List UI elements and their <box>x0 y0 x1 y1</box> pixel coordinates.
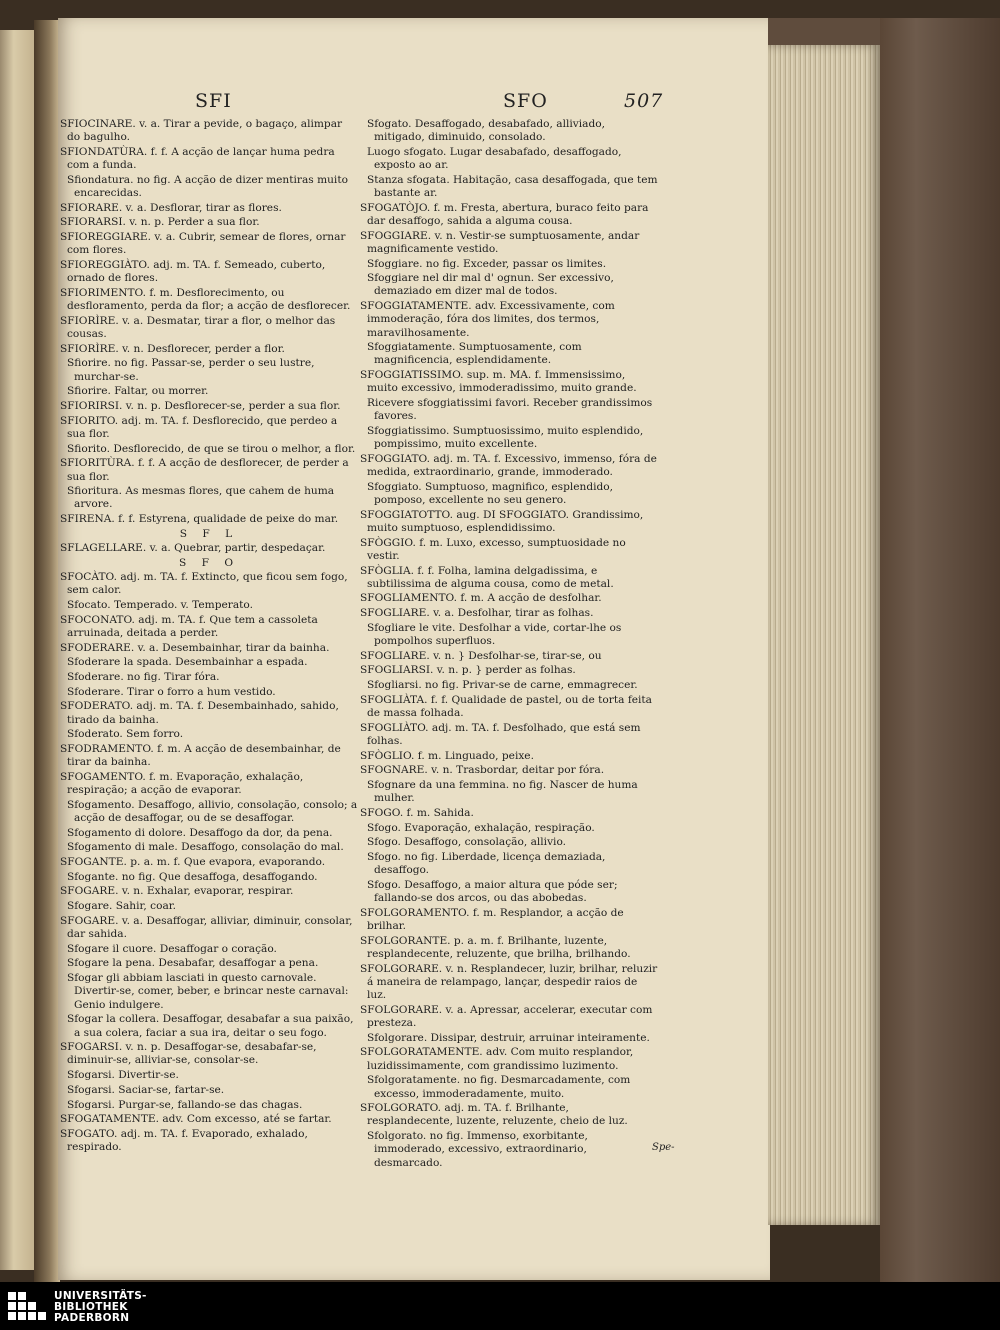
dictionary-entry: SFIRENA. f. f. Estyrena, qualidade de peixe do mar. <box>60 513 339 526</box>
sub-entry: Sfogare. Sahir, coar. <box>67 900 177 913</box>
page-number: 507 <box>624 90 664 112</box>
dictionary-entry: SFOCONATO. adj. m. TA. f. Que tem a cassoleta arruinada, deitada a perder. <box>60 613 318 639</box>
sub-entry: Sfogamento. Desaffogo, allivio, consolação, consolo; a acção de desaffogar, ou de se desaffogar. <box>67 798 358 824</box>
sub-entry: Sfoggiare nel dir mal d' ognun. Ser excessivo, demaziado em dizer mal de todos. <box>367 272 614 298</box>
section-letters: S F L <box>179 527 239 540</box>
library-name-line2: BIBLIOTHEK <box>54 1301 128 1313</box>
right-column <box>360 118 658 1171</box>
sub-entry: Sfoggiato. Sumptuoso, magnifico, esplendido, pomposo, excellente no seu genero. <box>367 480 614 506</box>
sub-entry: Sfogliarsi. no fig. Privar-se de carne, emmagrecer. <box>367 679 638 692</box>
sub-entry: Sfogarsi. Purgar-se, fallando-se das chagas. <box>67 1098 303 1111</box>
dictionary-entry: SFOLGORATO. adj. m. TA. f. Brilhante, resplandecente, luzente, reluzente, cheio de luz. <box>360 1102 628 1128</box>
dictionary-entry: SFOGLIÀTO. adj. m. TA. f. Desfolhado, que está sem folhas. <box>360 721 641 747</box>
dictionary-entry: SFODRAMENTO. f. m. A acção de desembainhar, de tirar da bainha. <box>60 742 341 769</box>
sub-entry: Sfoderare la spada. Desembainhar a espada. <box>67 656 308 669</box>
sub-entry: Sfiondatura. no fig. A acção de dizer mentiras muito encarecidas. <box>67 173 348 200</box>
dictionary-entry: SFOGARE. v. a. Desaffogar, alliviar, diminuir, consolar, dar sahida. <box>60 914 353 941</box>
book-gutter <box>34 20 60 1282</box>
sub-entry: Sfoggiare. no fig. Exceder, passar os limites. <box>367 257 607 270</box>
sub-entry: Sfiorire. Faltar, ou morrer. <box>67 385 209 398</box>
sub-entry: Sfognare da una femmina. no fig. Nascer de huma mulher. <box>367 779 638 805</box>
running-head-center: SFO <box>503 90 548 112</box>
sub-entry: Sfoderare. no fig. Tirar fóra. <box>67 670 220 683</box>
dictionary-entry: SFIOREGGIÀTO. adj. m. TA. f. Semeado, cuberto, ornado de flores. <box>60 259 326 285</box>
dictionary-entry: SFOLGORARE. v. n. Resplandecer, luzir, brilhar, reluzir á maneira de relampago, lançar, despedir raios de luz. <box>360 962 658 1002</box>
dictionary-entry: SFIORARSI. v. n. p. Perder a sua flor. <box>60 216 260 229</box>
dictionary-entry: SFOGATÒJO. f. m. Fresta, abertura, buraco feito para dar desaffogo, sahida a alguma cousa. <box>360 201 649 227</box>
dictionary-entry: SFOGNARE. v. n. Trasbordar, deitar por fóra. <box>360 764 605 777</box>
dictionary-entry: SFOGGIARE. v. n. Vestir-se sumptuosamente, andar magnificamente vestido. <box>360 229 640 255</box>
running-head-left: SFI <box>195 90 232 112</box>
sub-entry: Sfogare il cuore. Desaffogar o coração. <box>67 942 277 955</box>
dictionary-entry: SFODERATO. adj. m. TA. f. Desembainhado, sahido, tirado da bainha. <box>60 700 339 726</box>
sub-entry: Sfogo. Evaporação, exhalação, respiração. <box>367 821 595 834</box>
dictionary-entry: SFOGGIATO. adj. m. TA. f. Excessivo, immenso, fóra de medida, extraordinario, grande, immoderado. <box>360 452 657 479</box>
dictionary-entry: SFOGLIARE. v. a. Desfolhar, tirar as folhas. <box>360 607 594 620</box>
sub-entry: Stanza sfogata. Habitação, casa desaffogada, que tem bastante ar. <box>367 173 658 200</box>
dictionary-entry: SFOGGIATISSIMO. sup. m. MA. f. Immensissimo, muito excessivo, immoderadissimo, muito grande. <box>360 369 637 395</box>
dictionary-entry: SFOGLIAMENTO. f. m. A acção de desfolhar. <box>360 592 602 605</box>
sub-entry: Sfoderato. Sem forro. <box>67 728 184 741</box>
dictionary-entry: SFOGATO. adj. m. TA. f. Evaporado, exhalado, respirado. <box>60 1127 308 1154</box>
dictionary-entry: SFOGARE. v. n. Exhalar, evaporar, respirar. <box>60 885 294 898</box>
library-name-line3: PADERBORN <box>54 1312 130 1324</box>
dictionary-entry: SFÒGGIO. f. m. Luxo, excesso, sumptuosidade no vestir. <box>360 536 626 562</box>
sub-entry: Sfiorito. Desflorecido, de que se tirou o melhor, a flor. <box>67 442 356 455</box>
dictionary-entry: SFÒGLIO. f. m. Linguado, peixe. <box>360 749 534 762</box>
dictionary-entry: SFOLGORATAMENTE. adv. Com muito resplandor, luzidissimamente, com grandissimo luzimento. <box>360 1046 634 1072</box>
sub-entry: Sfocato. Temperado. v. Temperato. <box>67 598 253 611</box>
sub-entry: Sfogliare le vite. Desfolhar a vide, cortar-lhe os pompolhos superfluos. <box>367 621 622 648</box>
dictionary-entry: SFIORIMENTO. f. m. Desflorecimento, ou desfloramento, perda da flor; a acção de desflorecer. <box>60 286 351 313</box>
dictionary-entry: SFIORÌRE. v. n. Desflorecer, perder a flor. <box>60 342 285 355</box>
sub-entry: Sfolgorare. Dissipar, destruir, arruinar inteiramente. <box>367 1031 650 1044</box>
dictionary-entry: SFIORITO. adj. m. TA. f. Desflorecido, que perdeo a sua flor. <box>60 414 338 440</box>
dictionary-entry: SFOLGORARE. v. a. Apressar, accelerar, executar com presteza. <box>360 1003 653 1029</box>
sub-entry: Sfoderare. Tirar o forro a hum vestido. <box>67 685 276 698</box>
sub-entry: Sfogo. Desaffogo, consolação, allivio. <box>367 836 567 849</box>
catchword: Spe- <box>652 1142 675 1153</box>
section-letters: S F O <box>178 556 240 569</box>
dictionary-entry: SFOGAMENTO. f. m. Evaporação, exhalação, respiração; a acção de evaporar. <box>60 770 304 797</box>
left-page-edge <box>0 30 36 1270</box>
sub-entry: Sfolgoratamente. no fig. Desmarcadamente, com excesso, immoderadamente, muito. <box>367 1074 631 1100</box>
sub-entry: Sfioritura. As mesmas flores, que cahem de huma arvore. <box>67 485 335 511</box>
sub-entry: Sfogarsi. Saciar-se, fartar-se. <box>67 1083 225 1096</box>
sub-entry: Sfogo. Desaffogo, a maior altura que póde ser; fallando-se dos arcos, ou das abobedas. <box>367 878 618 905</box>
dictionary-entry: SFOGLIARSI. v. n. p. } perder as folhas. <box>360 664 576 677</box>
dictionary-entry: SFOLGORAMENTO. f. m. Resplandor, a acção de brilhar. <box>360 906 624 933</box>
sub-entry: Sfogar la collera. Desaffogar, desabafar a sua paixão, a sua colera, faciar a sua ira, deitar o seu fogo. <box>67 1013 354 1039</box>
sub-entry: Sfogare la pena. Desabafar, desaffogar a pena. <box>67 957 319 970</box>
sub-entry: Sfolgorato. no fig. Immenso, exorbitante, immoderado, excessivo, extraordinario, desmarcado. <box>367 1130 588 1169</box>
dictionary-entry: SFIORIRSI. v. n. p. Desflorecer-se, perder a sua flor. <box>60 400 341 413</box>
library-logo-icon <box>8 1292 48 1324</box>
dictionary-entry: SFOCÀTO. adj. m. TA. f. Extincto, que ficou sem fogo, sem calor. <box>60 571 348 597</box>
sub-entry: Luogo sfogato. Lugar desabafado, desaffogado, exposto ao ar. <box>367 145 622 172</box>
library-name <box>54 1291 147 1324</box>
dictionary-entry: SFIORÌRE. v. a. Desmatar, tirar a flor, o melhor das cousas. <box>60 314 336 341</box>
dictionary-entry: SFIORARE. v. a. Desflorar, tirar as flores. <box>60 201 282 214</box>
dictionary-entry: SFOGARSI. v. n. p. Desaffogar-se, desabafar-se, diminuir-se, alliviar-se, consolar-se. <box>60 1041 317 1067</box>
sub-entry: Sfogamento di male. Desaffogo, consolação do mal. <box>67 841 344 854</box>
dictionary-entry: SFÒGLIA. f. f. Folha, lamina delgadissima, e subtilissima de alguma cousa, como de metal. <box>360 564 614 590</box>
dictionary-entry: SFOGLIARE. v. n. } Desfolhar-se, tirar-se, ou <box>360 649 602 662</box>
dictionary-entry: SFIONDATÙRA. f. f. A acção de lançar huma pedra com a funda. <box>60 145 335 172</box>
sub-entry: Sfoggiatissimo. Sumptuosissimo, muito esplendido, pompissimo, muito excellente. <box>367 424 644 451</box>
sub-entry: Sfiorire. no fig. Passar-se, perder o seu lustre, murchar-se. <box>67 357 315 383</box>
sub-entry: Sfogante. no fig. Que desaffoga, desaffogando. <box>67 870 318 883</box>
dictionary-entry: SFIOREGGIARE. v. a. Cubrir, semear de flores, ornar com flores. <box>60 231 346 257</box>
sub-entry: Sfogato. Desaffogado, desabafado, alliviado, mitigado, diminuido, consolado. <box>367 118 605 144</box>
dictionary-entry: SFIOCINARE. v. a. Tirar a pevide, o bagaço, alimpar do bagulho. <box>60 118 343 144</box>
dictionary-entry: SFLAGELLARE. v. a. Quebrar, partir, despedaçar. <box>60 542 326 555</box>
dictionary-entry: SFIORITÙRA. f. f. A acção de desflorecer, de perder a sua flor. <box>60 457 349 483</box>
sub-entry: Sfogamento di dolore. Desaffogo da dor, da pena. <box>67 826 333 839</box>
sub-entry: Sfogo. no fig. Liberdade, licença demaziada, desaffogo. <box>367 851 606 877</box>
sub-entry: Ricevere sfoggiatissimi favori. Receber grandissimos favores. <box>367 397 653 423</box>
dictionary-entry: SFOLGORANTE. p. a. m. f. Brilhante, luzente, resplandecente, reluzente, que brilha, brilhando. <box>360 934 631 960</box>
library-footer <box>0 1282 1000 1330</box>
library-name-line1: UNIVERSITÄTS- <box>54 1290 147 1302</box>
dictionary-entry: SFOGGIATAMENTE. adv. Excessivamente, com immoderação, fóra dos limites, dos termos, maravilhosamente. <box>360 300 615 339</box>
dictionary-entry: SFOGANTE. p. a. m. f. Que evapora, evaporando. <box>60 856 326 869</box>
dictionary-entry: SFOGATAMENTE. adv. Com excesso, até se fartar. <box>60 1113 332 1126</box>
sub-entry: Sfoggiatamente. Sumptuosamente, com magnificencia, esplendidamente. <box>367 341 582 367</box>
dictionary-entry: SFOGLIÀTA. f. f. Qualidade de pastel, ou de torta feita de massa folhada. <box>360 693 652 720</box>
dictionary-entry: SFOGO. f. m. Sahida. <box>360 806 474 819</box>
dictionary-entry: SFODERARE. v. a. Desembainhar, tirar da bainha. <box>60 641 330 654</box>
page-edges <box>768 45 880 1225</box>
left-column <box>60 118 358 1156</box>
dictionary-entry: SFOGGIATOTTO. aug. DI SFOGGIATO. Grandissimo, muito sumptuoso, esplendidissimo. <box>360 508 644 534</box>
sub-entry: Sfogarsi. Divertir-se. <box>67 1069 179 1082</box>
sub-entry: Sfogar gli abbiam lasciati in questo carnovale. Divertir-se, comer, beber, e brincar neste carnaval: Genio indulgere. <box>67 972 349 1011</box>
book-cover <box>880 18 1000 1282</box>
